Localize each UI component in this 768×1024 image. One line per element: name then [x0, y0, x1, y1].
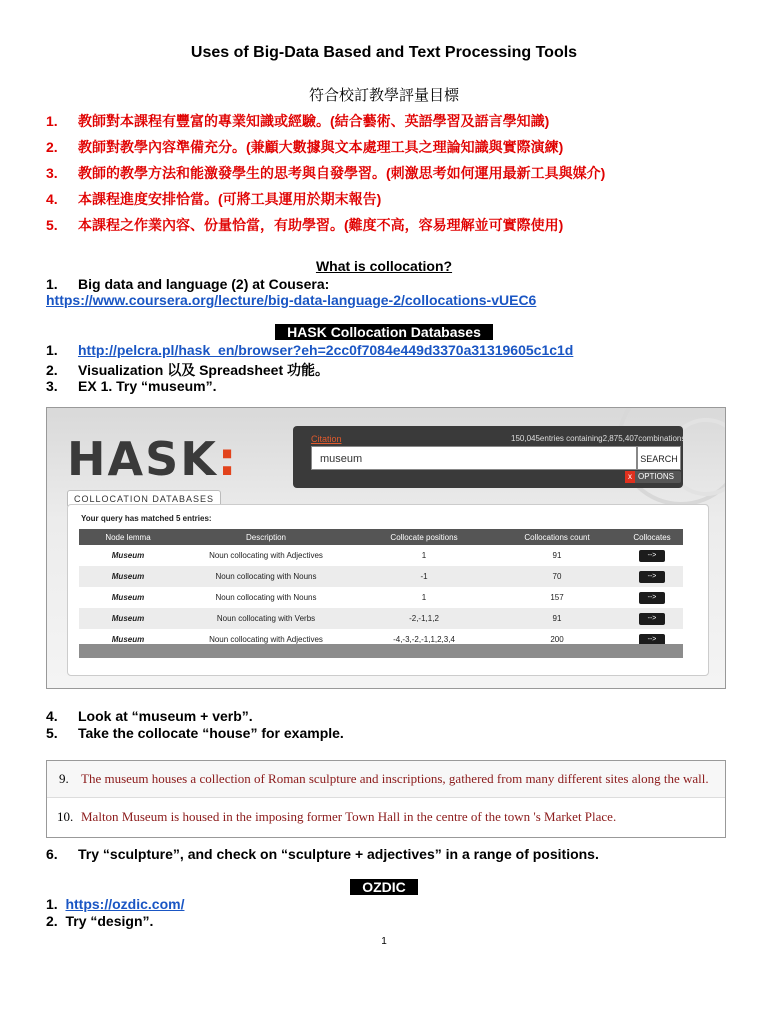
- ozdic-heading: OZDIC: [350, 879, 418, 895]
- table-row: [79, 545, 683, 566]
- options-label: OPTIONS: [638, 472, 675, 481]
- hask-heading: HASK Collocation Databases: [275, 324, 493, 340]
- ozdic-item: [46, 913, 153, 929]
- collocates-arrow-button[interactable]: -->: [639, 571, 665, 583]
- table-footer: [79, 644, 683, 658]
- collocates-arrow-button[interactable]: -->: [639, 592, 665, 604]
- sentence-text: in the imposing former Town Hall in the centre of the town 's Market Place.: [219, 809, 617, 824]
- hask-item: [46, 360, 329, 380]
- list-item: [46, 160, 605, 186]
- table-cell: Museum: [79, 566, 177, 587]
- list-item: [46, 212, 605, 238]
- list-text: Try “design”.: [65, 913, 154, 929]
- table-cell: [621, 608, 683, 629]
- page-title: Uses of Big-Data Based and Text Processing Tools: [190, 44, 578, 61]
- list-number: 2.: [46, 139, 58, 155]
- table-cell: Museum: [111, 635, 145, 644]
- table-cell: [621, 566, 683, 587]
- list-text: 本課程進度安排恰當。(可將工具運用於期末報告): [78, 191, 382, 207]
- hask-link[interactable]: http://pelcra.pl/hask_en/browser?eh=2cc0f7084e449d3370a31319605c1c1d: [78, 342, 574, 358]
- list-number: 3.: [46, 378, 58, 394]
- page-subtitle: 符合校訂教學評量目標: [308, 87, 459, 104]
- hask-logo-subtitle: COLLOCATION DATABASES: [67, 490, 221, 508]
- entries-count: 150,045entries containing2,875,407combinations: [511, 434, 686, 443]
- example-sentences: [46, 760, 726, 838]
- list-number: 1.: [46, 342, 58, 358]
- sentence-highlight: museum houses: [104, 771, 188, 786]
- list-item: [46, 186, 605, 212]
- list-item: [46, 134, 605, 160]
- column-header: Node lemma: [79, 529, 177, 545]
- sentence-number: 9.: [59, 771, 69, 786]
- step-item: [46, 725, 344, 741]
- hask-logo-text: HASK: [67, 432, 218, 486]
- list-number: 4.: [46, 191, 58, 207]
- table-cell: -1: [355, 566, 493, 587]
- table-cell: Noun collocating with Verbs: [177, 608, 355, 629]
- list-number: 1.: [46, 896, 58, 912]
- results-table: [79, 529, 683, 650]
- sentence-text: a collection of Roman sculpture and inscriptions, gathered from many different sites along the wall.: [187, 771, 709, 786]
- sentence-text: is: [167, 809, 183, 824]
- list-number: 2.: [46, 913, 58, 929]
- sentence-highlight: housed: [182, 809, 220, 824]
- sentence-row: [47, 798, 725, 836]
- list-number: 5.: [46, 725, 58, 741]
- sentence-highlight: Museum: [121, 809, 168, 824]
- table-cell: -2,-1,1,2: [355, 608, 493, 629]
- hask-item: [46, 378, 217, 394]
- table-cell: Museum: [79, 608, 177, 629]
- table-cell: Museum: [111, 551, 145, 560]
- step-item: [46, 846, 599, 862]
- collocates-arrow-button[interactable]: -->: [639, 634, 665, 646]
- sentence-text: The: [81, 771, 105, 786]
- table-cell: 157: [550, 593, 564, 602]
- citation-link[interactable]: Citation: [311, 434, 342, 444]
- table-header-row: [79, 529, 683, 545]
- ozdic-heading-wrap: [0, 879, 768, 897]
- column-header: Collocate positions: [355, 529, 493, 545]
- search-button[interactable]: SEARCH: [637, 446, 681, 470]
- list-text: 教師對教學內容準備充分。(兼顧大數據與文本處理工具之理論知識與實際演練): [78, 139, 564, 155]
- search-input[interactable]: museum: [311, 446, 637, 470]
- result-message: Your query has matched 5 entries:: [81, 514, 212, 523]
- hask-item: [46, 342, 573, 358]
- list-number: 2.: [46, 362, 58, 378]
- page-number: 1: [381, 936, 387, 947]
- collocation-heading: What is collocation?: [315, 258, 453, 274]
- options-button[interactable]: [625, 471, 681, 483]
- collocation-item: [46, 276, 329, 292]
- table-cell: 200: [550, 635, 564, 644]
- collocates-arrow-button[interactable]: -->: [639, 550, 665, 562]
- list-item: [46, 108, 605, 134]
- sentence-row: [47, 761, 725, 798]
- table-cell: 91: [493, 608, 621, 629]
- list-number: 4.: [46, 708, 58, 724]
- column-header: Collocates: [621, 529, 683, 545]
- ozdic-item: [46, 896, 184, 912]
- list-text: Take the collocate “house” for example.: [78, 725, 344, 741]
- list-text: Look at “museum + verb”.: [78, 708, 253, 724]
- sentence-text: Malton: [81, 809, 122, 824]
- sentence-number: 10.: [57, 809, 74, 824]
- list-number: 3.: [46, 165, 58, 181]
- list-text: Visualization 以及 Spreadsheet 功能。: [78, 362, 330, 378]
- ozdic-link[interactable]: https://ozdic.com/: [65, 896, 185, 912]
- list-number: 1.: [46, 113, 58, 129]
- hask-heading-wrap: [0, 324, 768, 342]
- table-cell: 70: [493, 566, 621, 587]
- list-text: Try “sculpture”, and check on “sculpture + adjectives” in a range of positions.: [78, 846, 599, 862]
- list-number: 6.: [46, 846, 58, 862]
- hask-screenshot: [46, 407, 726, 689]
- coursera-link[interactable]: https://www.coursera.org/lecture/big-data-language-2/collocations-vUEC6: [46, 292, 537, 308]
- table-cell: [621, 545, 683, 566]
- table-cell: 1: [421, 593, 427, 602]
- table-cell: Museum: [111, 593, 145, 602]
- table-cell: Noun collocating with Adjectives: [209, 635, 323, 644]
- table-cell: 1: [421, 551, 427, 560]
- table-cell: [621, 587, 683, 608]
- list-text: 教師對本課程有豐富的專業知識或經驗。(結合藝術、英語學習及語言學知識): [78, 113, 550, 129]
- table-row: [79, 566, 683, 587]
- table-cell: Noun collocating with Nouns: [215, 593, 317, 602]
- table-row: [79, 608, 683, 629]
- collocates-arrow-button[interactable]: -->: [639, 613, 665, 625]
- table-cell: Noun collocating with Adjectives: [209, 551, 323, 560]
- list-text: 教師的教學方法和能激發學生的思考與自發學習。(刺激思考如何運用最新工具與媒介): [78, 165, 606, 181]
- table-row: [79, 587, 683, 608]
- list-text: 本課程之作業內容、份量恰當，有助學習。(難度不高，容易理解並可實際使用): [78, 217, 564, 233]
- column-header: Description: [177, 529, 355, 545]
- list-text: EX 1. Try “museum”.: [78, 378, 217, 394]
- close-icon: x: [625, 471, 635, 483]
- column-header: Collocations count: [493, 529, 621, 545]
- step-item: [46, 708, 253, 724]
- table-cell: 91: [552, 551, 562, 560]
- list-text: Big data and language (2) at Cousera:: [78, 276, 330, 292]
- hask-logo: [67, 432, 238, 508]
- table-cell: Noun collocating with Nouns: [177, 566, 355, 587]
- list-number: 5.: [46, 217, 58, 233]
- objectives-list: [46, 108, 605, 238]
- hask-logo-colon: :: [217, 432, 239, 486]
- list-number: 1.: [46, 276, 58, 292]
- table-cell: -4,-3,-2,-1,1,2,3,4: [393, 635, 455, 644]
